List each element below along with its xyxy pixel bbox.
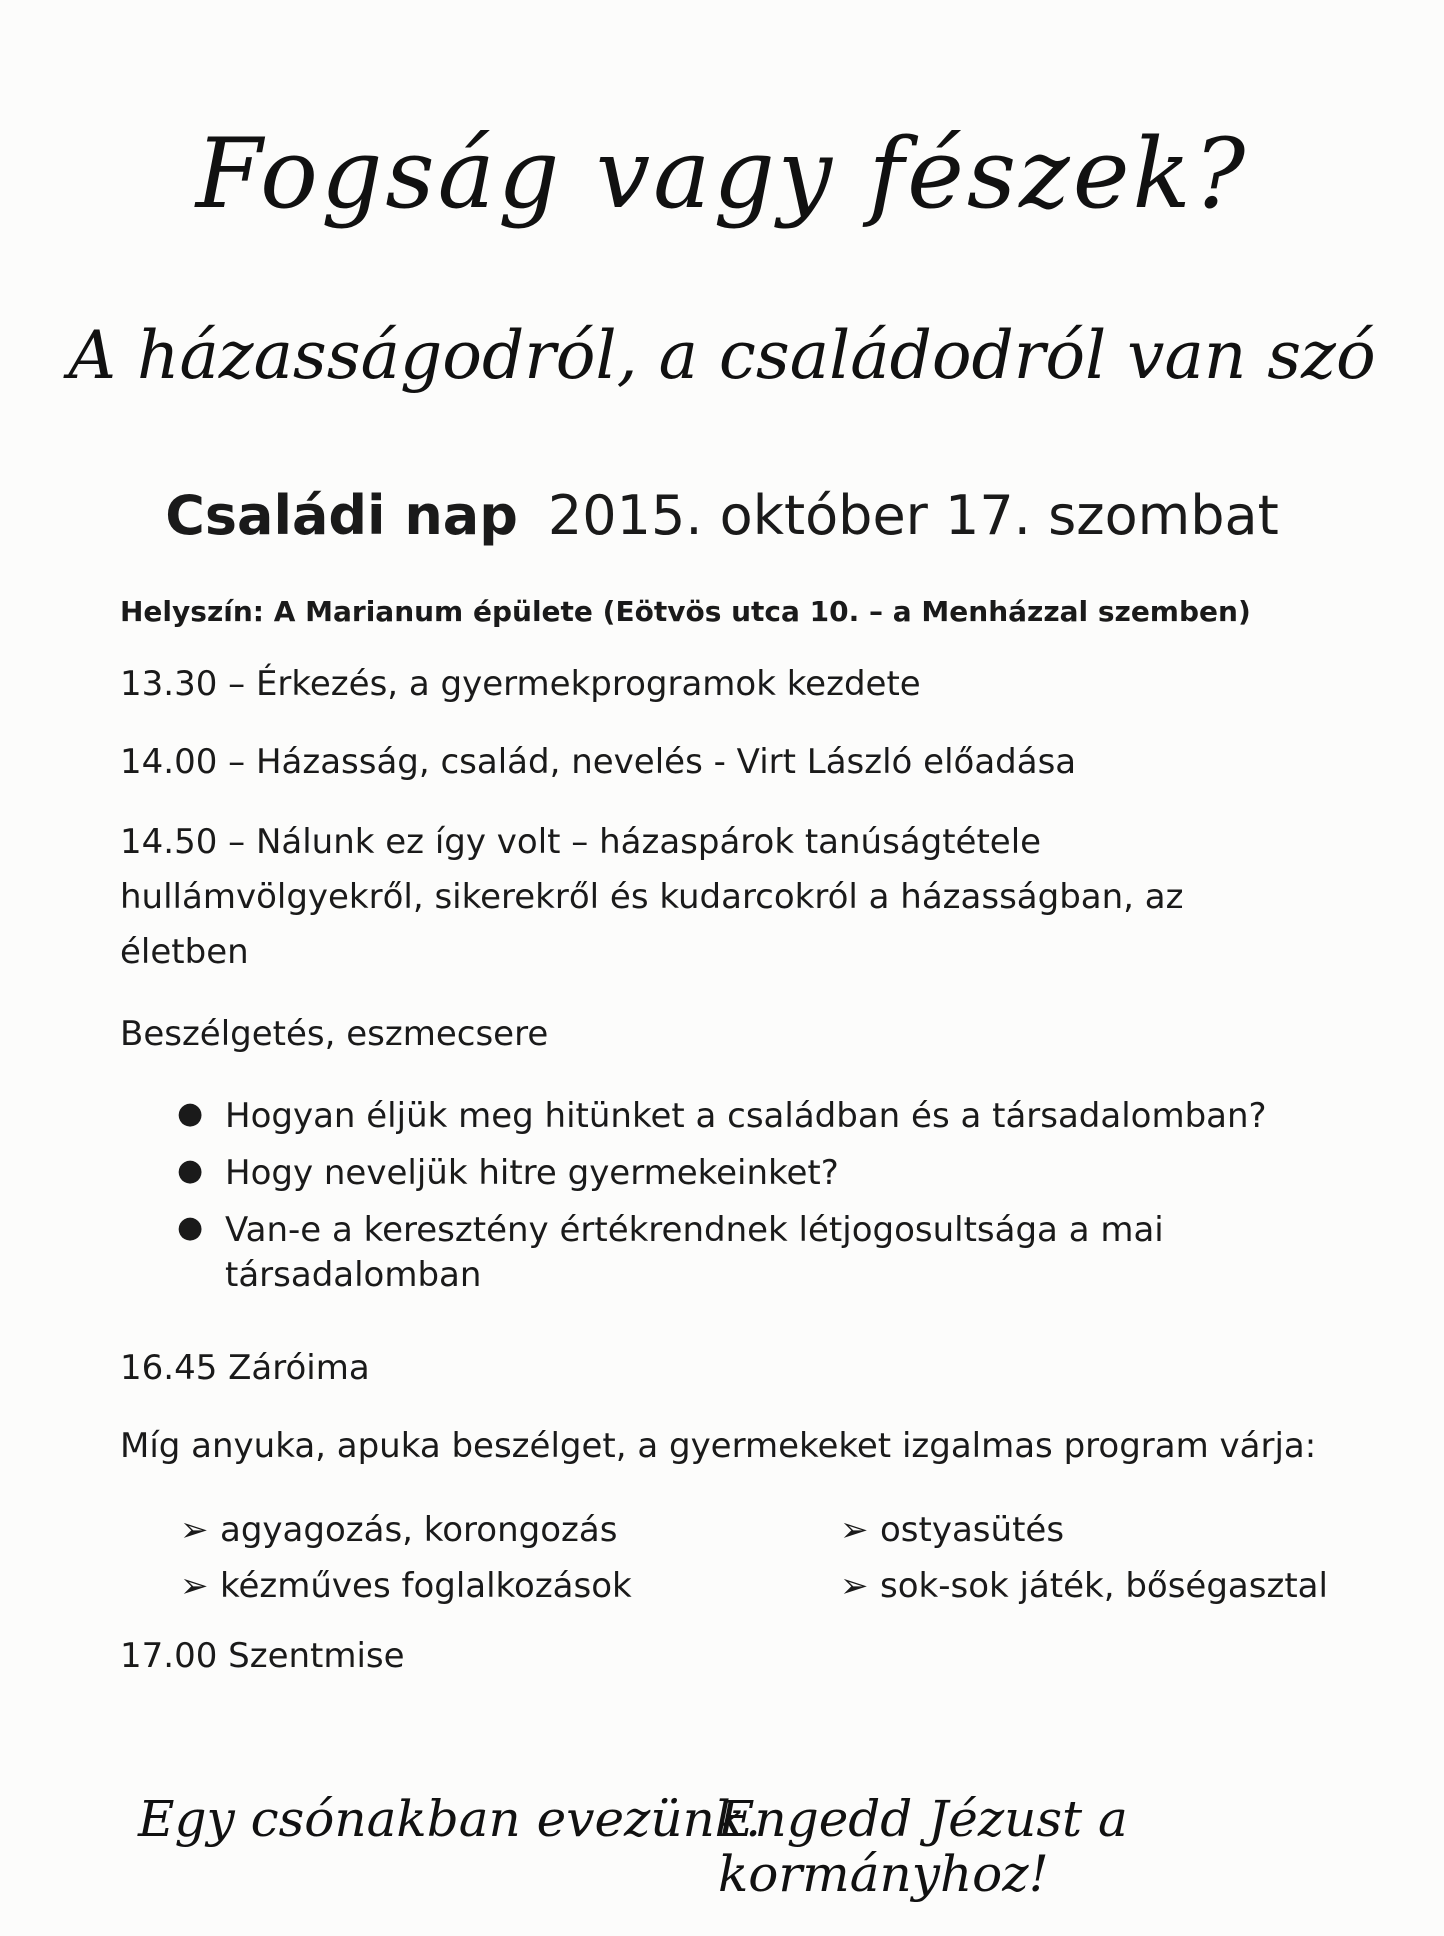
arrow-bullet-icon: ➢: [840, 1510, 869, 1550]
discussion-questions: [175, 1094, 1345, 1310]
schedule-closing-prayer: 16.45 Záróima: [120, 1348, 370, 1388]
kids-program-text: agyagozás, korongozás: [220, 1510, 618, 1550]
motto-left: Egy csónakban evezünk.: [138, 1790, 761, 1848]
kids-program-item: [840, 1564, 1328, 1608]
event-heading: [0, 486, 1444, 545]
question-text: Van-e a keresztény értékrendnek létjogosultsága a mai: [225, 1210, 1164, 1251]
question-text: Hogyan éljük meg hitünket a családban és a társadalomban?: [225, 1096, 1267, 1136]
kids-program-item: [180, 1508, 632, 1552]
schedule-discussion: Beszélgetés, eszmecsere: [120, 1014, 549, 1054]
kids-program-item: [180, 1564, 632, 1608]
flyer-title: Fogság vagy fészek?: [195, 118, 1249, 230]
motto-right: Engedd Jézust a kormányhoz!: [718, 1790, 1128, 1903]
kids-programs-right: [840, 1508, 1328, 1620]
question-item: [175, 1094, 1345, 1138]
event-label: Családi nap: [165, 484, 518, 547]
kids-program-item: [840, 1508, 1328, 1552]
bullet-icon: ●: [177, 1210, 204, 1246]
kids-program-text: ostyasütés: [880, 1510, 1065, 1550]
schedule-lecture: 14.00 – Házasság, család, nevelés - Virt László előadása: [120, 742, 1077, 782]
flyer-subtitle: A házasságodról, a családodról van szó: [68, 317, 1376, 394]
question-item: [175, 1208, 1345, 1296]
schedule-arrival: 13.30 – Érkezés, a gyermekprogramok kezdete: [120, 664, 921, 704]
schedule-testimony-line-3: életben: [120, 932, 249, 972]
question-text-continued: társadalomban: [225, 1254, 482, 1295]
venue-line: Helyszín: A Marianum épülete (Eötvös utca 10. – a Menházzal szemben): [120, 595, 1251, 628]
event-date: 2015. október 17. szombat: [547, 484, 1279, 547]
arrow-bullet-icon: ➢: [180, 1566, 209, 1607]
schedule-kids-intro: Míg anyuka, apuka beszélget, a gyermekeket izgalmas program várja:: [120, 1426, 1317, 1466]
kids-program-text: sok-sok játék, bőségasztal: [880, 1566, 1328, 1607]
bullet-icon: ●: [177, 1096, 204, 1131]
question-item: [175, 1151, 1345, 1195]
arrow-bullet-icon: ➢: [840, 1566, 869, 1607]
kids-programs-left: [180, 1508, 632, 1620]
arrow-bullet-icon: ➢: [180, 1510, 209, 1550]
bullet-icon: ●: [177, 1153, 204, 1189]
schedule-mass: 17.00 Szentmise: [120, 1636, 405, 1676]
kids-program-text: kézműves foglalkozások: [220, 1566, 632, 1607]
question-text: Hogy neveljük hitre gyermekeinket?: [225, 1153, 839, 1194]
schedule-testimony-line-2: hullámvölgyekről, sikerekről és kudarcokról a házasságban, az: [120, 877, 1184, 917]
schedule-testimony-line-1: 14.50 – Nálunk ez így volt – házaspárok tanúságtétele: [120, 822, 1042, 862]
